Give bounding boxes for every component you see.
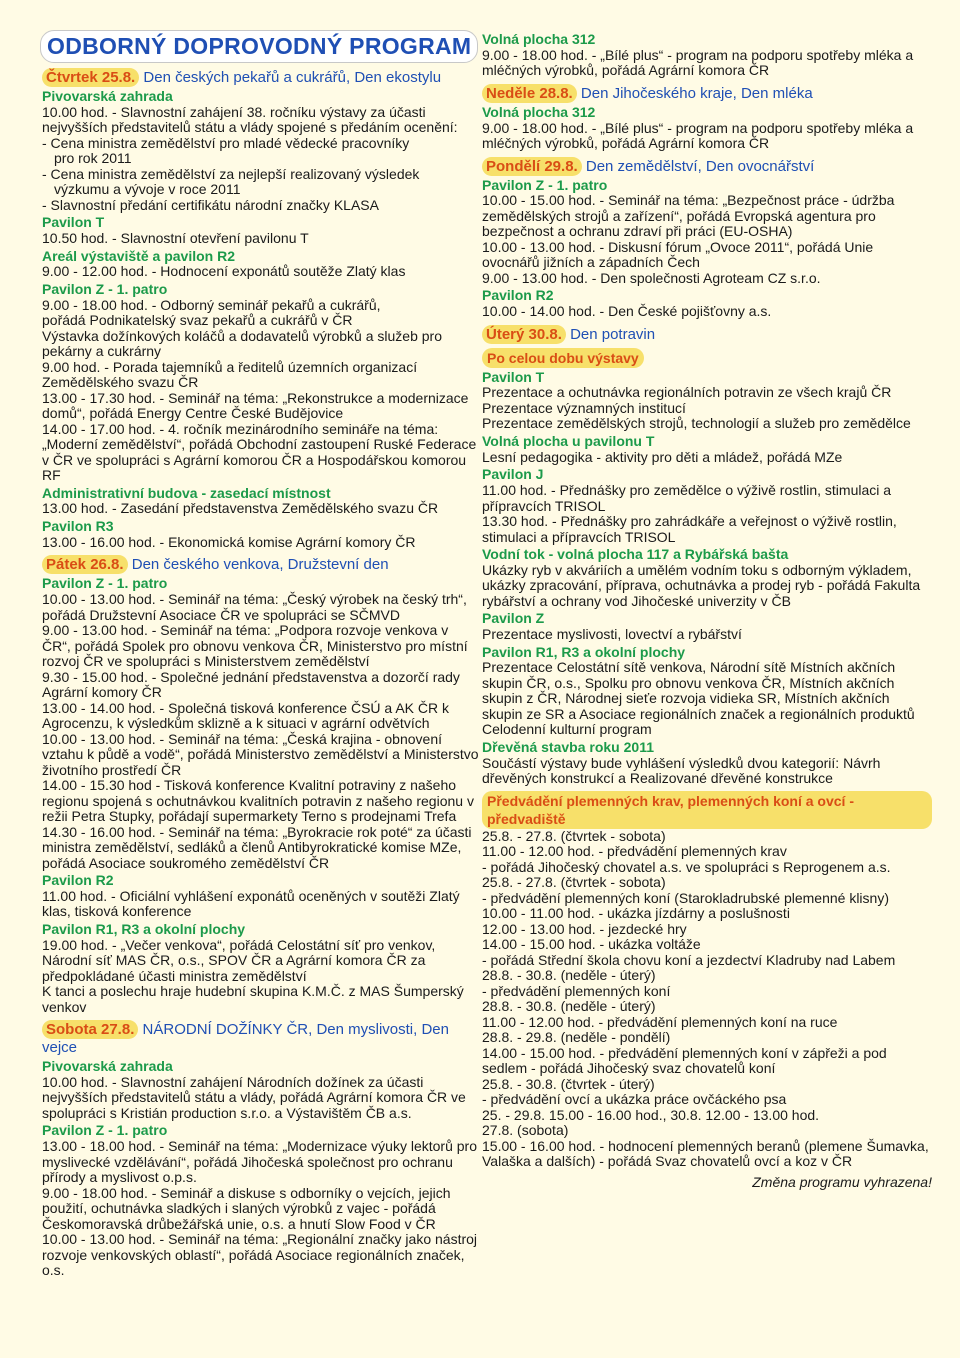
program-entry: 14.00 - 17.00 hod. - 4. ročník mezinárodního semináře na téma: „Moderní zemědělství“, pořádá Obchodní zastoupení Ruské Federace v ČR ve spolupráci s Agrární komorou ČR a Hospodářskou komorou RF <box>42 420 477 484</box>
program-entry: 9.00 - 18.00 hod. - Seminář a diskuse s odborníky o vejcích, jejich použití, ochutnávka sladkých i slaných výrobků z vajec - pořádá Českomoravská drůbežářská unie, o.s. a hnutí Slow Food v ČR <box>42 1184 451 1232</box>
program-entry: pro rok 2011 <box>54 150 132 167</box>
program-entry: - pořádá Jihočeský chovatel a.s. ve spolupráci s Reprogenem a.s. <box>482 858 891 875</box>
program-entry: 11.00 hod. - Přednášky pro zemědělce o výživě rostlin, stimulaci a přípravcích TRISOL <box>482 482 892 514</box>
program-entry: 9.00 - 12.00 hod. - Hodnocení exponátů soutěže Zlatý klas <box>42 263 406 280</box>
program-entry: 12.00 - 13.00 hod. - jezdecké hry <box>482 920 687 937</box>
change-note: Změna programu vyhrazena! <box>752 1173 932 1190</box>
page-title: ODBORNÝ DOPROVODNÝ PROGRAM <box>40 30 478 63</box>
day-date-badge: Úterý 30.8. <box>482 325 566 344</box>
location-heading: Pavilon R1, R3 a okolní plochy <box>42 920 246 937</box>
day-heading <box>482 85 932 103</box>
location-heading: Pavilon R3 <box>42 517 114 534</box>
program-entry: 13.00 - 17.30 hod. - Seminář na téma: „Rekonstrukce a modernizace domů“, pořádá Energy Centre České Budějovice <box>42 389 469 422</box>
day-title: Den zemědělství, Den ovocnářství <box>585 157 815 175</box>
program-entry: - předvádění plemenných koní (Starokladrubské plemenné klisny) <box>482 889 889 906</box>
location-heading: Pavilon Z - 1. patro <box>482 176 608 193</box>
right-column <box>482 0 932 1190</box>
program-entry: Prezentace myslivosti, lovectví a rybářství <box>482 626 742 643</box>
left-column <box>42 0 480 1279</box>
program-entry: 10.50 hod. - Slavnostní otevření pavilonu T <box>42 230 309 247</box>
location-heading: Dřevěná stavba roku 2011 <box>482 738 654 755</box>
program-entry: 9.00 hod. - Porada tajemníků a ředitelů územních organizací Zemědělského svazu ČR <box>42 358 418 391</box>
day-date-badge: Čtvrtek 25.8. <box>42 68 139 87</box>
day-date-badge: Sobota 27.8. <box>42 1020 138 1039</box>
location-heading: Administrativní budova - zasedací místnost <box>42 484 331 501</box>
program-entry: 9.00 - 18.00 hod. - Odborný seminář pekařů a cukrářů, <box>42 296 381 313</box>
location-heading: Pavilon Z <box>482 610 545 627</box>
location-heading: Areál výstaviště a pavilon R2 <box>42 247 235 264</box>
program-entry: Součástí výstavy bude vyhlášení výsledků dvou kategorií: Návrh dřevěných konstrukcí a Realizované dřevěné konstrukce <box>482 754 881 787</box>
program-entry: 9.00 - 18.00 hod. - „Bílé plus“ - program na podporu spotřeby mléka a mléčných výrobků, pořádá Agrární komora ČR <box>482 119 914 152</box>
location-heading: Pavilon Z - 1. patro <box>42 280 168 297</box>
day-heading <box>482 326 932 344</box>
program-entry: 27.8. (sobota) <box>482 1122 569 1139</box>
program-entry: Celodenní kulturní program <box>482 721 652 738</box>
day-title: Den Jihočeského kraje, Den mléka <box>580 84 813 102</box>
program-entry: 9.00 - 18.00 hod. - „Bílé plus“ - program na podporu spotřeby mléka a mléčných výrobků, pořádá Agrární komora ČR <box>482 46 914 79</box>
program-entry: - Cena ministra zemědělství za nejlepší realizovaný výsledek <box>42 165 420 182</box>
program-entry: 11.00 hod. - Oficiální vyhlášení exponátů oceněných v soutěži Zlatý klas, tisková konference <box>42 887 460 920</box>
section-banner <box>482 791 932 829</box>
program-entry: Lesní pedagogika - aktivity pro děti a mládež, pořádá MZe <box>482 448 843 465</box>
program-entry: 25.8. - 27.8. (čtvrtek - sobota) <box>482 827 666 844</box>
location-heading: Pavilon T <box>482 368 545 385</box>
program-entry: výzkumu a vývoje v roce 2011 <box>54 181 241 198</box>
program-entry: 14.30 - 16.00 hod. - Seminář na téma: „Byrokracie rok poté“ za účasti ministra zemědělství, sedláků a členů Antibyrokratické komise MZe, pořádá Asociace soukromého zemědělství ČR <box>42 823 472 871</box>
program-entry: - pořádá Střední škola chovu koní a jezdectví Kladruby nad Labem <box>482 951 896 968</box>
day-date-badge: Neděle 28.8. <box>482 84 577 103</box>
location-heading: Pavilon T <box>42 214 105 231</box>
program-entry: Prezentace a ochutnávka regionálních potravin ze všech krajů ČR <box>482 384 892 401</box>
location-heading: Volná plocha 312 <box>482 31 596 47</box>
program-entry: 9.00 - 13.00 hod. - Den společnosti Agroteam CZ s.r.o. <box>482 269 821 286</box>
program-entry: K tanci a poslechu hraje hudební skupina K.M.Č. z MAS Šumperský venkov <box>42 983 464 1015</box>
program-entry: 14.00 - 15.00 hod. - ukázka voltáže <box>482 936 701 953</box>
program-entry: - předvádění ovcí a ukázka práce ovčáckého psa <box>482 1091 787 1108</box>
day-title: Den českého venkova, Družstevní den <box>131 556 389 574</box>
day-heading <box>42 1021 480 1057</box>
program-entry: 10.00 - 13.00 hod. - Seminář na téma: „Česká krajina - obnovení vztahu k půdě a vodě“, pořádá Ministerstvo zemědělství a Ministerstvo životního prostředí ČR <box>42 730 479 778</box>
location-heading: Volná plocha 312 <box>482 103 596 120</box>
program-entry: Prezentace zemědělských strojů, technologií a služeb pro zemědělce <box>482 415 911 432</box>
program-entry: Prezentace významných institucí <box>482 399 686 416</box>
day-title: NÁRODNÍ DOŽÍNKY ČR, Den myslivosti, Den vejce <box>42 1021 449 1057</box>
program-entry: 28.8. - 30.8. (neděle - úterý) <box>482 967 656 984</box>
day-heading <box>42 69 480 87</box>
day-date-badge: Pátek 26.8. <box>42 555 128 574</box>
program-entry: 28.8. - 30.8. (neděle - úterý) <box>482 998 656 1015</box>
program-entry: Prezentace Celostátní sítě venkova, Národní sítě Místních akčních skupin ČR, o.s., Spolku pro obnovu venkova ČR, Místních akčních skupin z ČR, Národnej sieťe rozvoja vidieka SR, Místních akčních skupin ze SR a Asociace regionálních značek a regionálních produktů <box>482 659 915 722</box>
location-heading: Vodní tok - volná plocha 117 a Rybářská bašta <box>482 546 789 563</box>
left-column-body <box>42 69 480 1279</box>
program-entry: 10.00 - 11.00 hod. - ukázka jízdárny a poslušnosti <box>482 905 790 922</box>
program-entry: 25.8. - 30.8. (čtvrtek - úterý) <box>482 1075 655 1092</box>
location-heading: Pavilon Z - 1. patro <box>42 1122 168 1139</box>
program-entry: 25.8. - 27.8. (čtvrtek - sobota) <box>482 874 666 891</box>
day-date-badge: Pondělí 29.8. <box>482 157 582 176</box>
location-heading: Pavilon J <box>482 466 544 483</box>
location-heading: Pavilon R2 <box>42 872 114 889</box>
program-entry: 10.00 - 15.00 hod. - Seminář na téma: „Bezpečnost práce - údržba zemědělských strojů a zařízení“, pořádá Evropská agentura pro bezpečnost a ochranu zdraví při práci (EU-OSHA) <box>482 192 895 240</box>
day-heading <box>482 158 932 176</box>
program-entry: 13.00 - 16.00 hod. - Ekonomická komise Agrární komory ČR <box>42 533 416 550</box>
banner-label: Předvádění plemenných krav, plemenných koní a ovcí - předvadiště <box>482 791 932 829</box>
location-heading: Pavilon R2 <box>482 287 554 304</box>
program-entry: - Cena ministra zemědělství pro mladé vědecké pracovníky <box>42 134 410 151</box>
day-title: Den potravin <box>570 325 656 343</box>
program-entry: 19.00 hod. - „Večer venkova“, pořádá Celostátní síť pro venkov, Národní síť MAS ČR, o.s., SPOV ČR a Agrární komora ČR za předpokládané účasti ministra zemědělství <box>42 936 436 984</box>
program-entry: 14.00 - 15.30 hod - Tisková konference Kvalitní potraviny z našeho regionu spojená s ochutnávkou kvalitních potravin z našeho regionu v režii Petra Stupky, pořádají supermarkety Terno s prodejnami Trefa <box>42 777 474 825</box>
program-entry: 13.00 - 14.00 hod. - Společná tisková konference ČSÚ a AK ČR k Agrocenzu, k výsledkům sklizně a k situaci v agrární odvětvích <box>42 699 450 732</box>
location-heading: Pivovarská zahrada <box>42 88 173 104</box>
day-heading <box>42 556 480 574</box>
right-column-body <box>482 32 932 1170</box>
program-entry: 10.00 - 13.00 hod. - Seminář na téma: „Český výrobek na český trh“, pořádá Družstevní Asociace ČR ve spolupráci se SČMVD <box>42 591 467 623</box>
program-entry: 9.00 - 13.00 hod. - Seminář na téma: „Podpora rozvoje venkova v ČR“, pořádá Spolek pro obnovu venkova ČR, Ministerstvo pro místní rozvoj ČR ve spolupráci s Ministerstvem zemědělství <box>42 622 468 670</box>
program-entry: 10.00 - 13.00 hod. - Diskusní fórum „Ovoce 2011“, pořádá Unie ovocnářů jižních a západních Čech <box>482 238 874 271</box>
program-entry: 10.00 hod. - Slavnostní zahájení 38. ročníku výstavy za účasti nejvyšších představitelů státu a vlády spojené s předáním ocenění: <box>42 103 458 136</box>
day-title: Den českých pekařů a cukrářů, Den ekostylu <box>143 69 442 86</box>
program-entry: 13.00 - 18.00 hod. - Seminář na téma: „Modernizace výuky lektorů pro myslivecké vzdělávání“, pořádá Jihočeská společnost pro ochranu přírody a myslivost o.p.s. <box>42 1138 477 1186</box>
location-heading: Volná plocha u pavilonu T <box>482 432 655 449</box>
location-heading: Pivovarská zahrada <box>42 1058 173 1075</box>
program-entry: 10.00 - 14.00 hod. - Den České pojišťovny a.s. <box>482 303 772 320</box>
program-entry: 11.00 - 12.00 hod. - předvádění plemenných koní na ruce <box>482 1013 838 1030</box>
program-entry: - předvádění plemenných koní <box>482 982 671 999</box>
program-entry: 13.00 hod. - Zasedání představenstva Zemědělského svazu ČR <box>42 500 439 517</box>
program-entry: 15.00 - 16.00 hod. - hodnocení plemenných beranů (plemene Šumavka, Valaška a dalších) - pořádá Svaz chovatelů ovcí a koz v ČR <box>482 1137 929 1170</box>
program-entry: 28.8. - 29.8. (neděle - pondělí) <box>482 1029 671 1046</box>
banner-label: Po celou dobu výstavy <box>482 348 644 368</box>
program-entry: Ukázky ryb v akváriích a umělém vodním toku s odborným výkladem, ukázky zpracování, příprava, ochutnávka a prodej ryb - pořádá Fakulta rybářství a ochrany vod Jihočeské univerzity v ČB <box>482 561 921 609</box>
program-title <box>42 30 480 63</box>
program-entry: 14.00 - 15.00 hod. - předvádění plemenných koní v zápřeži a pod sedlem - pořádá Jihočeský svaz chovatelů koní <box>482 1044 887 1077</box>
program-entry: 9.30 - 15.00 hod. - Společné jednání představenstva a dozorčí rady Agrární komory ČR <box>42 668 460 701</box>
program-entry: 11.00 - 12.00 hod. - předvádění plemenných krav <box>482 843 787 860</box>
location-heading: Pavilon Z - 1. patro <box>42 575 168 592</box>
program-entry: 10.00 hod. - Slavnostní zahájení Národních dožínek za účasti nejvyšších představitelů státu a vlády, pořádá Agrární komora ČR ve spolupráci s Kristián production s.r.o. a Výstavištěm ČB a.s. <box>42 1073 466 1121</box>
location-heading: Pavilon R1, R3 a okolní plochy <box>482 643 686 660</box>
program-entry: 13.30 hod. - Přednášky pro zahrádkáře a veřejnost o výživě rostlin, stimulaci a přípravcích TRISOL <box>482 513 897 545</box>
program-entry: Výstavka dožínkových koláčů a dodavatelů výrobků a služeb pro pekárny a cukrárny <box>42 327 443 360</box>
program-entry: 25. - 29.8. 15.00 - 16.00 hod., 30.8. 12.00 - 13.00 hod. <box>482 1106 820 1123</box>
section-banner <box>482 348 932 368</box>
program-entry: 10.00 - 13.00 hod. - Seminář na téma: „Regionální značky jako nástroj rozvoje venkovských oblastí“, pořádá Asociace regionálních značek, o.s. <box>42 1231 478 1279</box>
program-entry: - Slavnostní předání certifikátu národní značky KLASA <box>42 196 379 213</box>
program-entry: pořádá Podnikatelský svaz pekařů a cukrářů v ČR <box>42 312 353 329</box>
